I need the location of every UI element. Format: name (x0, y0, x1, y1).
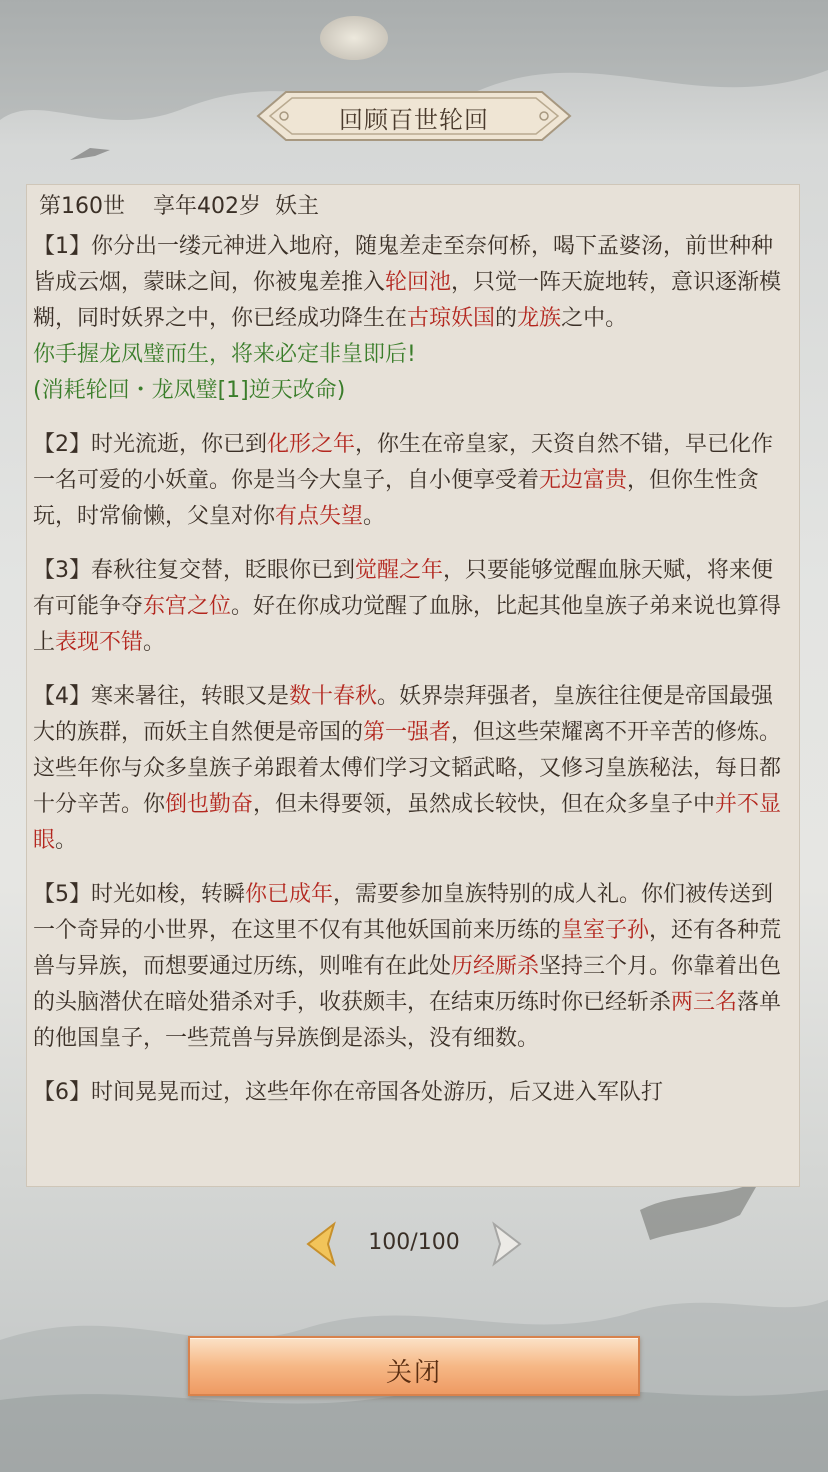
narrative-text: 。 (143, 630, 166, 655)
narrative-text: 【5】时光如梭，转瞬 (33, 882, 245, 907)
fate-note: (消耗轮回・龙凤璧[1]逆天改命) (33, 378, 346, 403)
title-plate (252, 86, 576, 146)
log-entry (33, 1075, 791, 1111)
log-entry (33, 679, 791, 859)
narrative-text: ，只要能够觉醒血脉天赋，将来便有可能争夺 (33, 558, 774, 619)
log-entry-text (33, 229, 791, 337)
narrative-text: ，只觉一阵天旋地转，意识逐渐模糊，同时妖界之中，你已经成功降生在 (33, 270, 782, 331)
lifespan: 享年402岁 (152, 194, 261, 219)
narrative-text: 【3】春秋往复交替，眨眼你已到 (33, 558, 355, 583)
chevron-left-icon[interactable] (300, 1220, 340, 1268)
highlight-text: 无边富贵 (539, 468, 628, 493)
highlight-text: 你已成年 (245, 882, 334, 907)
highlight-text: 第一强者 (363, 720, 452, 745)
fate-note: 你手握龙凤璧而生，将来必定非皇即后! (33, 342, 416, 367)
narrative-text: 。好在你成功觉醒了血脉，比起其他皇族子弟来说也算得上 (33, 594, 782, 655)
generation-summary (39, 189, 319, 220)
highlight-text: 轮回池 (385, 270, 452, 295)
narrative-text: 之中。 (561, 306, 628, 331)
highlight-text: 觉醒之年 (355, 558, 444, 583)
narrative-text: ，但未得要领，虽然成长较快，但在众多皇子中 (253, 792, 716, 817)
narrative-text: 。 (55, 828, 78, 853)
highlight-text: 数十春秋 (289, 684, 378, 709)
page-title: 回顾百世轮回 (339, 106, 489, 134)
narrative-text: 落单的他国皇子，一些荒兽与异族倒是添头，没有细数。 (33, 990, 782, 1051)
pager (300, 1218, 528, 1270)
highlight-text: 龙族 (517, 306, 562, 331)
narrative-text: ，但这些荣耀离不开辛苦的修炼。这些年你与众多皇族子弟跟着太傅们学习文韬武略，又修习皇族秘法，每日都十分辛苦。你 (33, 720, 782, 817)
highlight-text: 有点失望 (275, 504, 364, 529)
narrative-text: ，但你生性贪玩，时常偷懒，父皇对你 (33, 468, 760, 529)
highlight-text: 倒也勤奋 (165, 792, 254, 817)
generation-number: 第160世 (39, 194, 125, 219)
narrative-text: 【6】时间晃晃而过，这些年你在帝国各处游历，后又进入军队打 (33, 1080, 663, 1105)
log-entry (33, 427, 791, 535)
narrative-text: 。 (363, 504, 386, 529)
highlight-text: 皇室子孙 (561, 918, 650, 943)
highlight-text: 东宫之位 (143, 594, 232, 619)
narrative-text: ，你生在帝皇家，天资自然不错，早已化作一名可爱的小妖童。你是当今大皇子，自小便享受着 (33, 432, 774, 493)
close-button-label: 关闭 (385, 1358, 442, 1388)
log-entry-text (33, 679, 791, 859)
log-entry-text (33, 1075, 791, 1111)
narrative-text: 【2】时光流逝，你已到 (33, 432, 267, 457)
highlight-text: 化形之年 (267, 432, 356, 457)
highlight-text: 历经厮杀 (451, 954, 540, 979)
close-button[interactable] (188, 1336, 640, 1396)
log-entry-text (33, 427, 791, 535)
log-entry-text (33, 553, 791, 661)
log-entry (33, 553, 791, 661)
narrative-text: 。妖界崇拜强者，皇族往往便是帝国最强大的族群，而妖主自然便是帝国的 (33, 684, 774, 745)
chevron-right-icon[interactable] (488, 1220, 528, 1268)
narrative-text: 【4】寒来暑往，转眼又是 (33, 684, 289, 709)
log-entry (33, 877, 791, 1057)
narrative-text: 坚持三个月。你靠着出色的头脑潜伏在暗处猎杀对手，收获颇丰，在结束历练时你已经斩杀 (33, 954, 782, 1015)
log-entries (33, 229, 791, 1129)
final-role: 妖主 (274, 194, 319, 219)
log-entry-text (33, 877, 791, 1057)
narrative-text: 【1】你分出一缕元神进入地府，随鬼差走至奈何桥，喝下孟婆汤，前世种种皆成云烟，蒙昧之间，你被鬼差推入 (33, 234, 773, 295)
highlight-text: 两三名 (671, 990, 738, 1015)
highlight-text: 古琼妖国 (407, 306, 496, 331)
log-entry (33, 229, 791, 409)
highlight-text: 并不显眼 (33, 792, 782, 853)
page-indicator: 100/100 (368, 1230, 460, 1255)
highlight-text: 表现不错 (55, 630, 144, 655)
narrative-text: ，需要参加皇族特别的成人礼。你们被传送到一个奇异的小世界，在这里不仅有其他妖国前来历练的 (33, 882, 774, 943)
narrative-text: ，还有各种荒兽与异族，而想要通过历练，则唯有在此处 (33, 918, 782, 979)
narrative-text: 的 (495, 306, 518, 331)
reincarnation-log-panel[interactable] (26, 184, 800, 1187)
